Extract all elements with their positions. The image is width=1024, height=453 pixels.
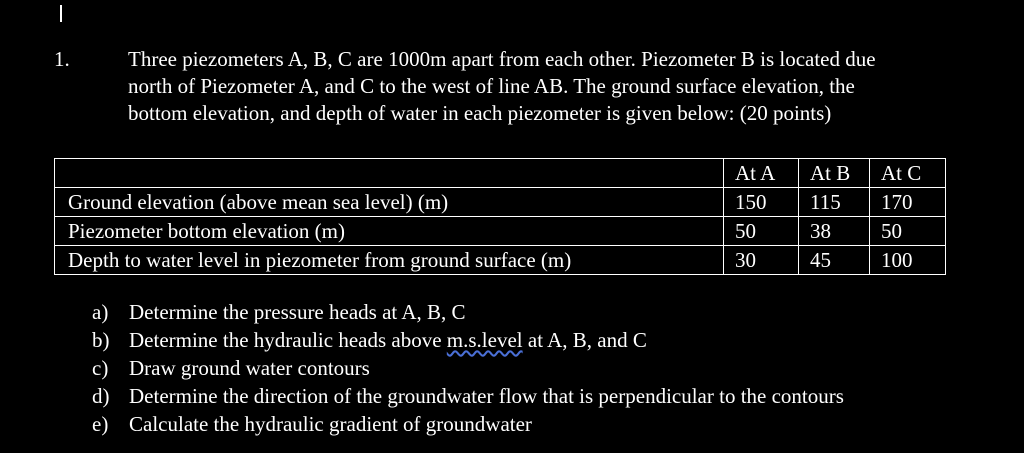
table-row-label: Depth to water level in piezometer from ground surface (m) — [55, 246, 724, 275]
question-marker: b) — [92, 328, 110, 352]
question-item — [92, 298, 844, 326]
problem-number: 1. — [54, 47, 70, 71]
problem-line: bottom elevation, and depth of water in each piezometer is given below: (20 points) — [128, 101, 832, 125]
table-row — [55, 246, 946, 275]
question-text-part: at A, B, and C — [522, 328, 647, 352]
table-header-row — [55, 159, 946, 188]
question-marker: a) — [92, 300, 109, 324]
table-header-cell: At B — [799, 159, 870, 188]
table-row-label: Ground elevation (above mean sea level) (m) — [55, 188, 724, 217]
table-header-cell: At C — [870, 159, 946, 188]
question-list — [92, 298, 844, 438]
question-item — [92, 354, 844, 382]
table-cell: 30 — [724, 246, 799, 275]
table-cell: 100 — [870, 246, 946, 275]
table-header-cell: At A — [724, 159, 799, 188]
question-marker: c) — [92, 356, 109, 380]
table-cell: 115 — [799, 188, 870, 217]
table-row — [55, 217, 946, 246]
table-cell: 38 — [799, 217, 870, 246]
table-cell: 50 — [724, 217, 799, 246]
table-cell: 170 — [870, 188, 946, 217]
problem-text — [128, 46, 1008, 127]
question-text-part: Determine the hydraulic heads above — [129, 328, 447, 352]
spellcheck-flagged-word[interactable]: m.s.level — [446, 328, 523, 352]
piezometer-data-table — [54, 158, 946, 275]
table-row-label: Piezometer bottom elevation (m) — [55, 217, 724, 246]
question-item — [92, 326, 844, 354]
text-cursor — [60, 5, 62, 22]
question-item — [92, 382, 844, 410]
table-cell: 50 — [870, 217, 946, 246]
question-text: Calculate the hydraulic gradient of groundwater — [129, 412, 532, 436]
question-marker: e) — [92, 412, 109, 436]
problem-line: Three piezometers A, B, C are 1000m apart from each other. Piezometer B is located due — [128, 47, 876, 71]
question-text: Determine the pressure heads at A, B, C — [129, 300, 466, 324]
question-text: Draw ground water contours — [129, 356, 370, 380]
table-cell: 45 — [799, 246, 870, 275]
problem-line: north of Piezometer A, and C to the west of line AB. The ground surface elevation, the — [128, 74, 855, 98]
question-item — [92, 410, 844, 438]
table-row — [55, 188, 946, 217]
question-text — [129, 328, 647, 352]
question-marker: d) — [92, 384, 110, 408]
table-cell: 150 — [724, 188, 799, 217]
table-header-cell — [55, 159, 724, 188]
question-text: Determine the direction of the groundwater flow that is perpendicular to the contours — [129, 384, 844, 408]
